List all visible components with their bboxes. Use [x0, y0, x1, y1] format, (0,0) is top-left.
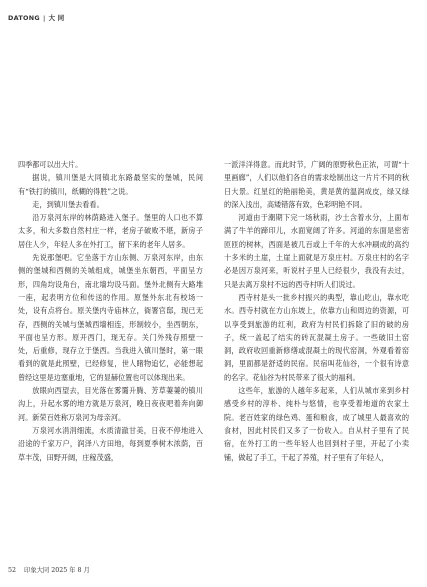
magazine-issue: 印象大同 2025 年 8 月: [24, 567, 90, 574]
paragraph: 沿万泉河东岸的林荫路进入堡子。堡里的人口也不算太多，和大多数自然村庄一样，老房子破败不堪，新房子居住人少，年轻人多在外打工，留下来的老年人居多。: [18, 213, 203, 249]
paragraph: 一派洋洋得意。而此时节，广阔的原野秋色正浓，可谓“十里画廊”，人们以他们各自的需求绘制出这一片片不同的秋日大景。红星红的艳丽艳美，黄是黄的温润成皮，绿又绿的深入浅出，高矮错落有致，色彩明艳不同。: [224, 160, 409, 209]
paragraph: 万泉河水涓涓细流，水质清澈甘美，日夜不停地进入沿途的千家万户，润泽八方田地，每到夏季树木浓荫，百草丰茂，田野开阔，庄稼茂盛，: [18, 425, 203, 462]
photo-area: [0, 28, 427, 151]
paragraph: 放眼向西望去，目光落在雾霭升腾、芳草萋萋的镇川沟上，升起水雾的地方就是万泉河，晚日夜夜吧着奔向御河。新荣百姓称万泉河为母亲河。: [18, 386, 203, 422]
paragraph: 西寺村是头一批乡村振兴的典型，靠山吃山，靠水吃水。西寺村就在方山东坡上，依靠方山和周边的资源，可以享受到旅游的红利，政府为村民们拆除了旧的破的房子，统一盖起了结实的砖瓦混凝土房子。一些破旧土窑洞，政府收回重新修缮或混凝土的现代窑洞，外观看着窑洞，里面都是舒适的民宿。民宿叫花仙谷，一个很有诗意的名字。花仙谷为村民带来了很大的福利。: [224, 292, 409, 382]
paragraph: 先说那堡吧。它坐落于方山东侧、万泉河东岸，由东侧的堡城和西侧的关城组成，城堡坐东朝西，平面呈方形，四角均设角台，南北墙均设马面。堡外北侧有大路堆一座，起表明方位和传送的作用。原堡外东北有校场一处，设有点将台。原关堡内寺庙林立，衙署官邸，现已无存，西侧的关城与堡城西墙相连，形制较小，坐西朝东，平面也呈方形。原开西门，现无存。关门外残存照壁一处，后重修，现存立于堡西。当我进入镇川堡时，第一眼看到的就是此照壁，已经修复，世人睹物追忆，必能想起曾经这里是边塞重地，它的显赫位置也可以体现出来。: [18, 253, 203, 382]
section-city: 大 同: [48, 14, 65, 22]
paragraph: 这些年，旅游的人越年多起来，人们从城市来到乡村感受乡村的淳朴、纯朴与悠情，也享受着地道的农家土院。老百姓家的绿色鸡、蛋和粮食，成了城里人最喜欢的食材，因此村民们又多了一份收入。自从村子里有了民宿，在外打工的一些年轻人也回到村子里，开起了小卖铺，做起了手工，干起了养殖，村子里有了年轻人，: [224, 386, 409, 462]
paragraph: 河道由于潮期下完一场秋雨，沙土含着水分，上面布满了牛羊的蹄印儿，水面宽阔了许多。河道的东面是密密匝匝的树林，西面是被几百或上千年的大水冲刷成的高约十多米的土崖，土崖上面就是万泉庄村。万泉庄村的名字必是因万泉河来，听说村子里人已经很少，我没有去过，只是去离万泉村不远的西寺村听人们说过。: [224, 213, 409, 289]
page-number: 52: [8, 567, 17, 574]
section-label: DATONG: [8, 14, 40, 22]
running-header: DATONG | 大 同: [8, 14, 65, 22]
right-column: [224, 158, 409, 464]
left-column: [18, 158, 203, 464]
paragraph: 据说，镇川堡是大同镇北东路最坚实的堡城，民间有“铁打的镇川，纸糊的得胜”之说。: [18, 173, 203, 196]
paragraph: 走，到镇川堡去看看。: [32, 199, 104, 209]
paragraph: 四季都可以出大片。: [18, 160, 83, 169]
page-footer: [8, 565, 90, 574]
